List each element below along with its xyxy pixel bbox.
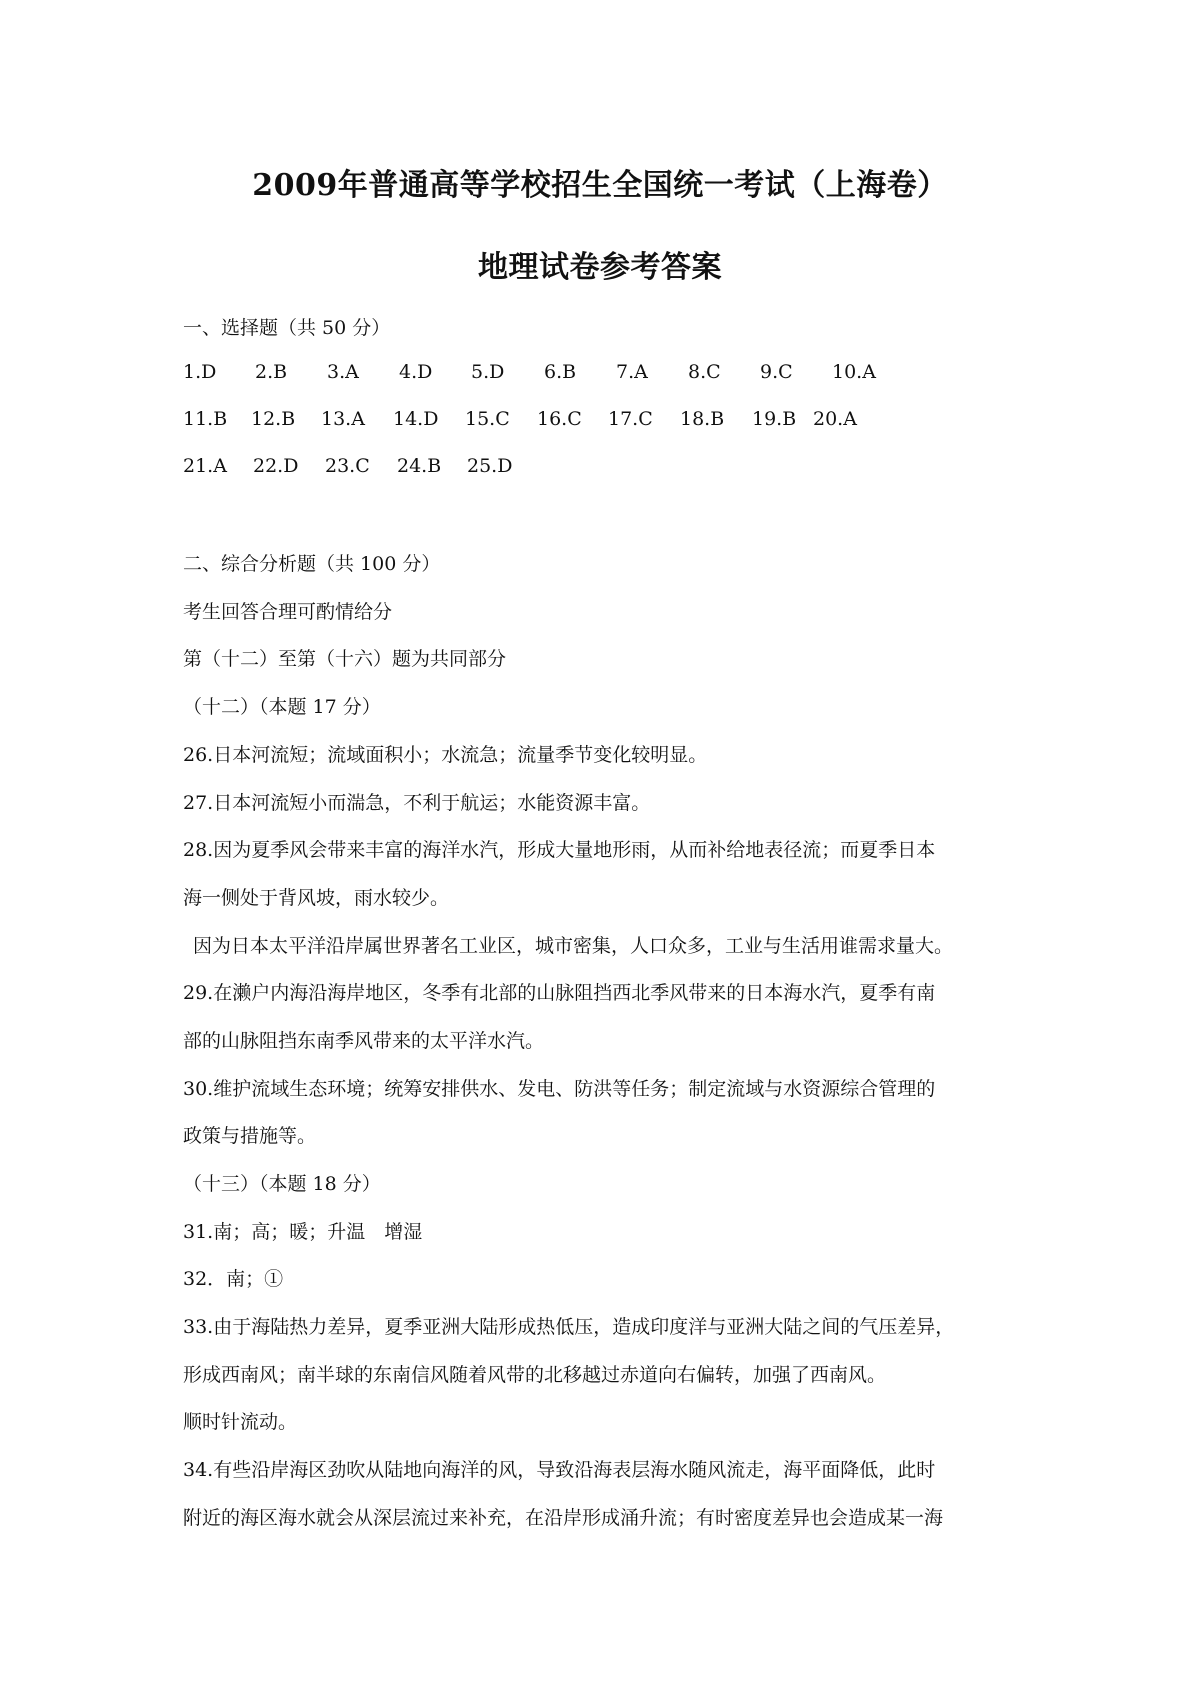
document-title: 2009年普通高等学校招生全国统一考试（上海卷）: [252, 168, 948, 203]
answer-28-line: 因为日本太平洋沿岸属世界著名工业区，城市密集，人口众多，工业与生活用谁需求量大。: [193, 935, 954, 957]
answer-item: 16.C: [537, 408, 582, 430]
question-12-heading: （十二）（本题 17 分）: [183, 696, 381, 718]
answer-item: 6.B: [544, 361, 577, 383]
answer-26: 26.日本河流短；流域面积小；水流急；流量季节变化较明显。: [183, 744, 708, 766]
section2-heading: 二、综合分析题（共 100 分）: [183, 553, 441, 575]
section1-heading: 一、选择题（共 50 分）: [183, 317, 391, 339]
answer-item: 7.A: [616, 361, 648, 383]
answer-32: 32．南；①: [183, 1268, 284, 1290]
answer-27: 27.日本河流短小而湍急，不利于航运；水能资源丰富。: [183, 792, 651, 814]
answer-33-line: 33.由于海陆热力差异，夏季亚洲大陆形成热低压，造成印度洋与亚洲大陆之间的气压差异，: [183, 1316, 955, 1338]
answer-item: 20.A: [813, 408, 857, 430]
answer-item: 4.D: [399, 361, 433, 383]
answer-item: 24.B: [397, 455, 442, 477]
question-13-heading: （十三）（本题 18 分）: [183, 1173, 381, 1195]
answer-item: 13.A: [321, 408, 365, 430]
answer-28-line: 28.因为夏季风会带来丰富的海洋水汽，形成大量地形雨，从而补给地表径流；而夏季日本: [183, 839, 936, 861]
answer-33-line: 顺时针流动。: [183, 1411, 298, 1433]
answer-item: 22.D: [253, 455, 299, 477]
answer-item: 18.B: [680, 408, 725, 430]
answer-34-line: 附近的海区海水就会从深层流过来补充，在沿岸形成涌升流；有时密度差异也会造成某一海: [183, 1507, 944, 1529]
answer-29-line: 部的山脉阻挡东南季风带来的太平洋水汽。: [183, 1030, 545, 1052]
answer-33-line: 形成西南风；南半球的东南信风随着风带的北移越过赤道向右偏转，加强了西南风。: [183, 1364, 887, 1386]
answer-item: 21.A: [183, 455, 227, 477]
answer-item: 15.C: [465, 408, 510, 430]
answer-31: 31.南；高；暖；升温 增湿: [183, 1221, 423, 1243]
answer-item: 12.B: [251, 408, 296, 430]
grading-note: 考生回答合理可酌情给分: [183, 601, 393, 623]
answer-28-line: 海一侧处于背风坡，雨水较少。: [183, 887, 450, 909]
answer-item: 8.C: [688, 361, 721, 383]
answer-30-line: 30.维护流域生态环境；统筹安排供水、发电、防洪等任务；制定流域与水资源综合管理的: [183, 1078, 936, 1100]
answer-item: 9.C: [760, 361, 793, 383]
answer-item: 2.B: [255, 361, 288, 383]
document-subtitle: 地理试卷参考答案: [478, 250, 722, 285]
answer-29-line: 29.在濑户内海沿海岸地区，冬季有北部的山脉阻挡西北季风带来的日本海水汽，夏季有南: [183, 982, 936, 1004]
shared-part-note: 第（十二）至第（十六）题为共同部分: [183, 648, 507, 670]
answer-item: 10.A: [832, 361, 876, 383]
answer-30-line: 政策与措施等。: [183, 1125, 317, 1147]
answer-item: 11.B: [183, 408, 228, 430]
answer-item: 5.D: [471, 361, 505, 383]
answer-item: 1.D: [183, 361, 217, 383]
answer-item: 25.D: [467, 455, 513, 477]
answer-item: 17.C: [608, 408, 653, 430]
answer-34-line: 34.有些沿岸海区劲吹从陆地向海洋的风，导致沿海表层海水随风流走，海平面降低，此时: [183, 1459, 936, 1481]
answer-item: 19.B: [752, 408, 797, 430]
answer-item: 3.A: [327, 361, 359, 383]
answer-item: 14.D: [393, 408, 439, 430]
answer-item: 23.C: [325, 455, 370, 477]
